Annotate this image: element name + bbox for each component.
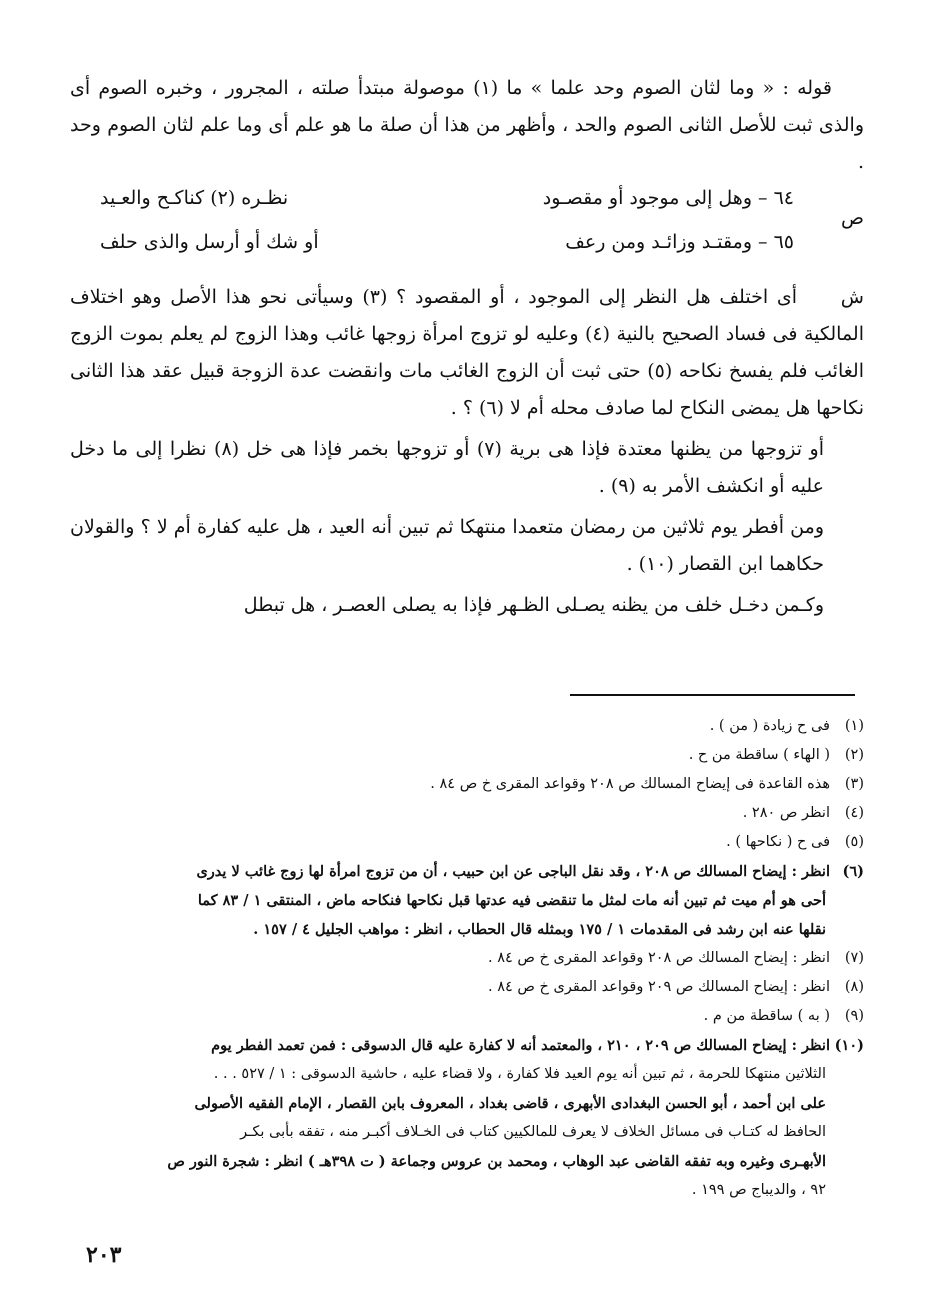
footnote-divider [570,694,855,696]
paragraph-5: وكـمن دخـل خلف من يظنه يصـلى الظـهر فإذا به يصلى العصـر ، هل تبطل [243,594,824,616]
verse-65-first-hemistich: ٦٥ – ومقتـد وزائـد ومن رعف [565,231,794,253]
footnote-7: (٧)انظر : إيضاح المسالك ص ٢٠٨ وقواعد المقرى خ ص ٨٤ . [487,950,864,966]
footnote-8: (٨)انظر : إيضاح المسالك ص ٢٠٩ وقواعد المقرى خ ص ٨٤ . [487,979,864,995]
verse-64-first-hemistich: ٦٤ – وهل إلى موجود أو مقصـود [542,187,794,209]
footnote-1: (١)فى ح زيادة ( من ) . [709,718,864,734]
verse-marker: ص [841,207,864,229]
paragraph-3: أو تزوجها من يظنها معتدة فإذا هى برية (٧) أو تزوجها بخمر فإذا هى خل (٨) نظرا إلى ما دخل عليه أو انكشف الأمر به (٩) . [70,438,824,497]
footnote-10-continued: الحافظ له كتـاب فى مسائل الخلاف لا يعرف للمالكيين كتاب فى الخـلاف أكبـر منه ، تفقه بأبى بكـر [240,1124,826,1140]
page-number: ٢٠٣ [86,1242,122,1268]
verse-block [70,187,864,271]
footnotes [84,712,864,1205]
footnote-6-continued: أحى هو أم ميت ثم تبين أنه مات لمثل ما تنقضى فيه عدتها قبل نكاحها فنكاحه ماض ، المنتقى ١ / ٨٣ كما [197,892,826,909]
footnote-10-continued: على ابن أحمد ، أبو الحسن البغدادى الأبهرى ، قاضى بغداد ، المعروف بابن القصار ، الإمام الفقيه الأصولى [194,1095,826,1112]
paragraph-1 [70,70,864,181]
paragraph-2 [70,279,864,427]
sharh-marker: ش [840,286,864,308]
footnote-6-continued: نقلها عنه ابن رشد فى المقدمات ١ / ١٧٥ وبمثله قال الحطاب ، انظر : مواهب الجليل ٤ / ١٥٧ . [253,921,826,938]
footnote-5: (٥)فى ح ( نكاحها ) . [726,834,864,850]
paragraph-4: ومن أفطر يوم ثلاثين من رمضان متعمدا منتهكا ثم تبين أنه العيد ، هل عليه كفارة أم لا ؟ والقولان حكاهما ابن القصار (١٠) . [70,516,824,575]
footnote-10: (١٠)انظر : إيضاح المسالك ص ٢٠٩ ، ٢١٠ ، والمعتمد أنه لا كفارة عليه قال الدسوقى : فمن تعمد الفطر يوم [211,1037,864,1054]
footnote-4: (٤)انظر ص ٢٨٠ . [742,805,864,821]
paragraph-1-text: قوله : « وما لثان الصوم وحد علما » ما (١) موصولة مبتدأ صلته ، المجرور ، وخبره الصوم أى والذى ثبت للأصل الثانى الصوم والحد ، وأظهر من هذا أن صلة ما هو علم أى وما علم لثان الصوم وحد . [70,77,864,173]
footnote-9: (٩)( به ) ساقطة من م . [703,1008,864,1024]
footnote-10-continued: الأبهـرى وغيره وبه تفقه القاضى عبد الوهاب ، ومحمد بن عروس وجماعة ( ت ٣٩٨هـ ) انظر : شجرة النور ص [167,1153,826,1170]
footnote-10-continued: ٩٢ ، والديباج ص ١٩٩ . [691,1182,826,1198]
footnote-6: (٦)انظر : إيضاح المسالك ص ٢٠٨ ، وقد نقل الباجى عن ابن حبيب ، أن من تزوج امرأة لها زوج غائب لا يدرى [196,863,864,880]
verse-65-second-hemistich: أو شك أو أرسل والذى حلف [100,231,319,253]
paragraph-2-text: أى اختلف هل النظر إلى الموجود ، أو المقصود ؟ (٣) وسيأتى نحو هذا الأصل وهو اختلاف المالكية فى فساد الصحيح بالنية (٤) وعليه لو تزوج امرأة زوجها غائب وهذا الزوج لم يعلم بموت الزوج الغائب فلم يفسخ نكاحه (٥) حتى ثبت أن الزوج الغائب مات وانقضت عدة الزوجة قبيل عقد هذا الثانى نكاحها هل يمضى النكاح لما صادف محله أم لا (٦) ؟ . [70,286,864,419]
footnote-2: (٢)( الهاء ) ساقطة من ح . [688,747,864,763]
footnote-10-continued: الثلاثين منتهكا للحرمة ، ثم تبين أنه يوم العيد فلا كفارة ، ولا قضاء عليه ، حاشية الدسوقى : ١ / ٥٢٧ . . . [213,1066,826,1082]
verse-64-second-hemistich: نظـره (٢) كناكـح والعـيد [100,187,289,209]
footnote-3: (٣)هذه القاعدة فى إيضاح المسالك ص ٢٠٨ وقواعد المقرى خ ص ٨٤ . [430,776,864,792]
